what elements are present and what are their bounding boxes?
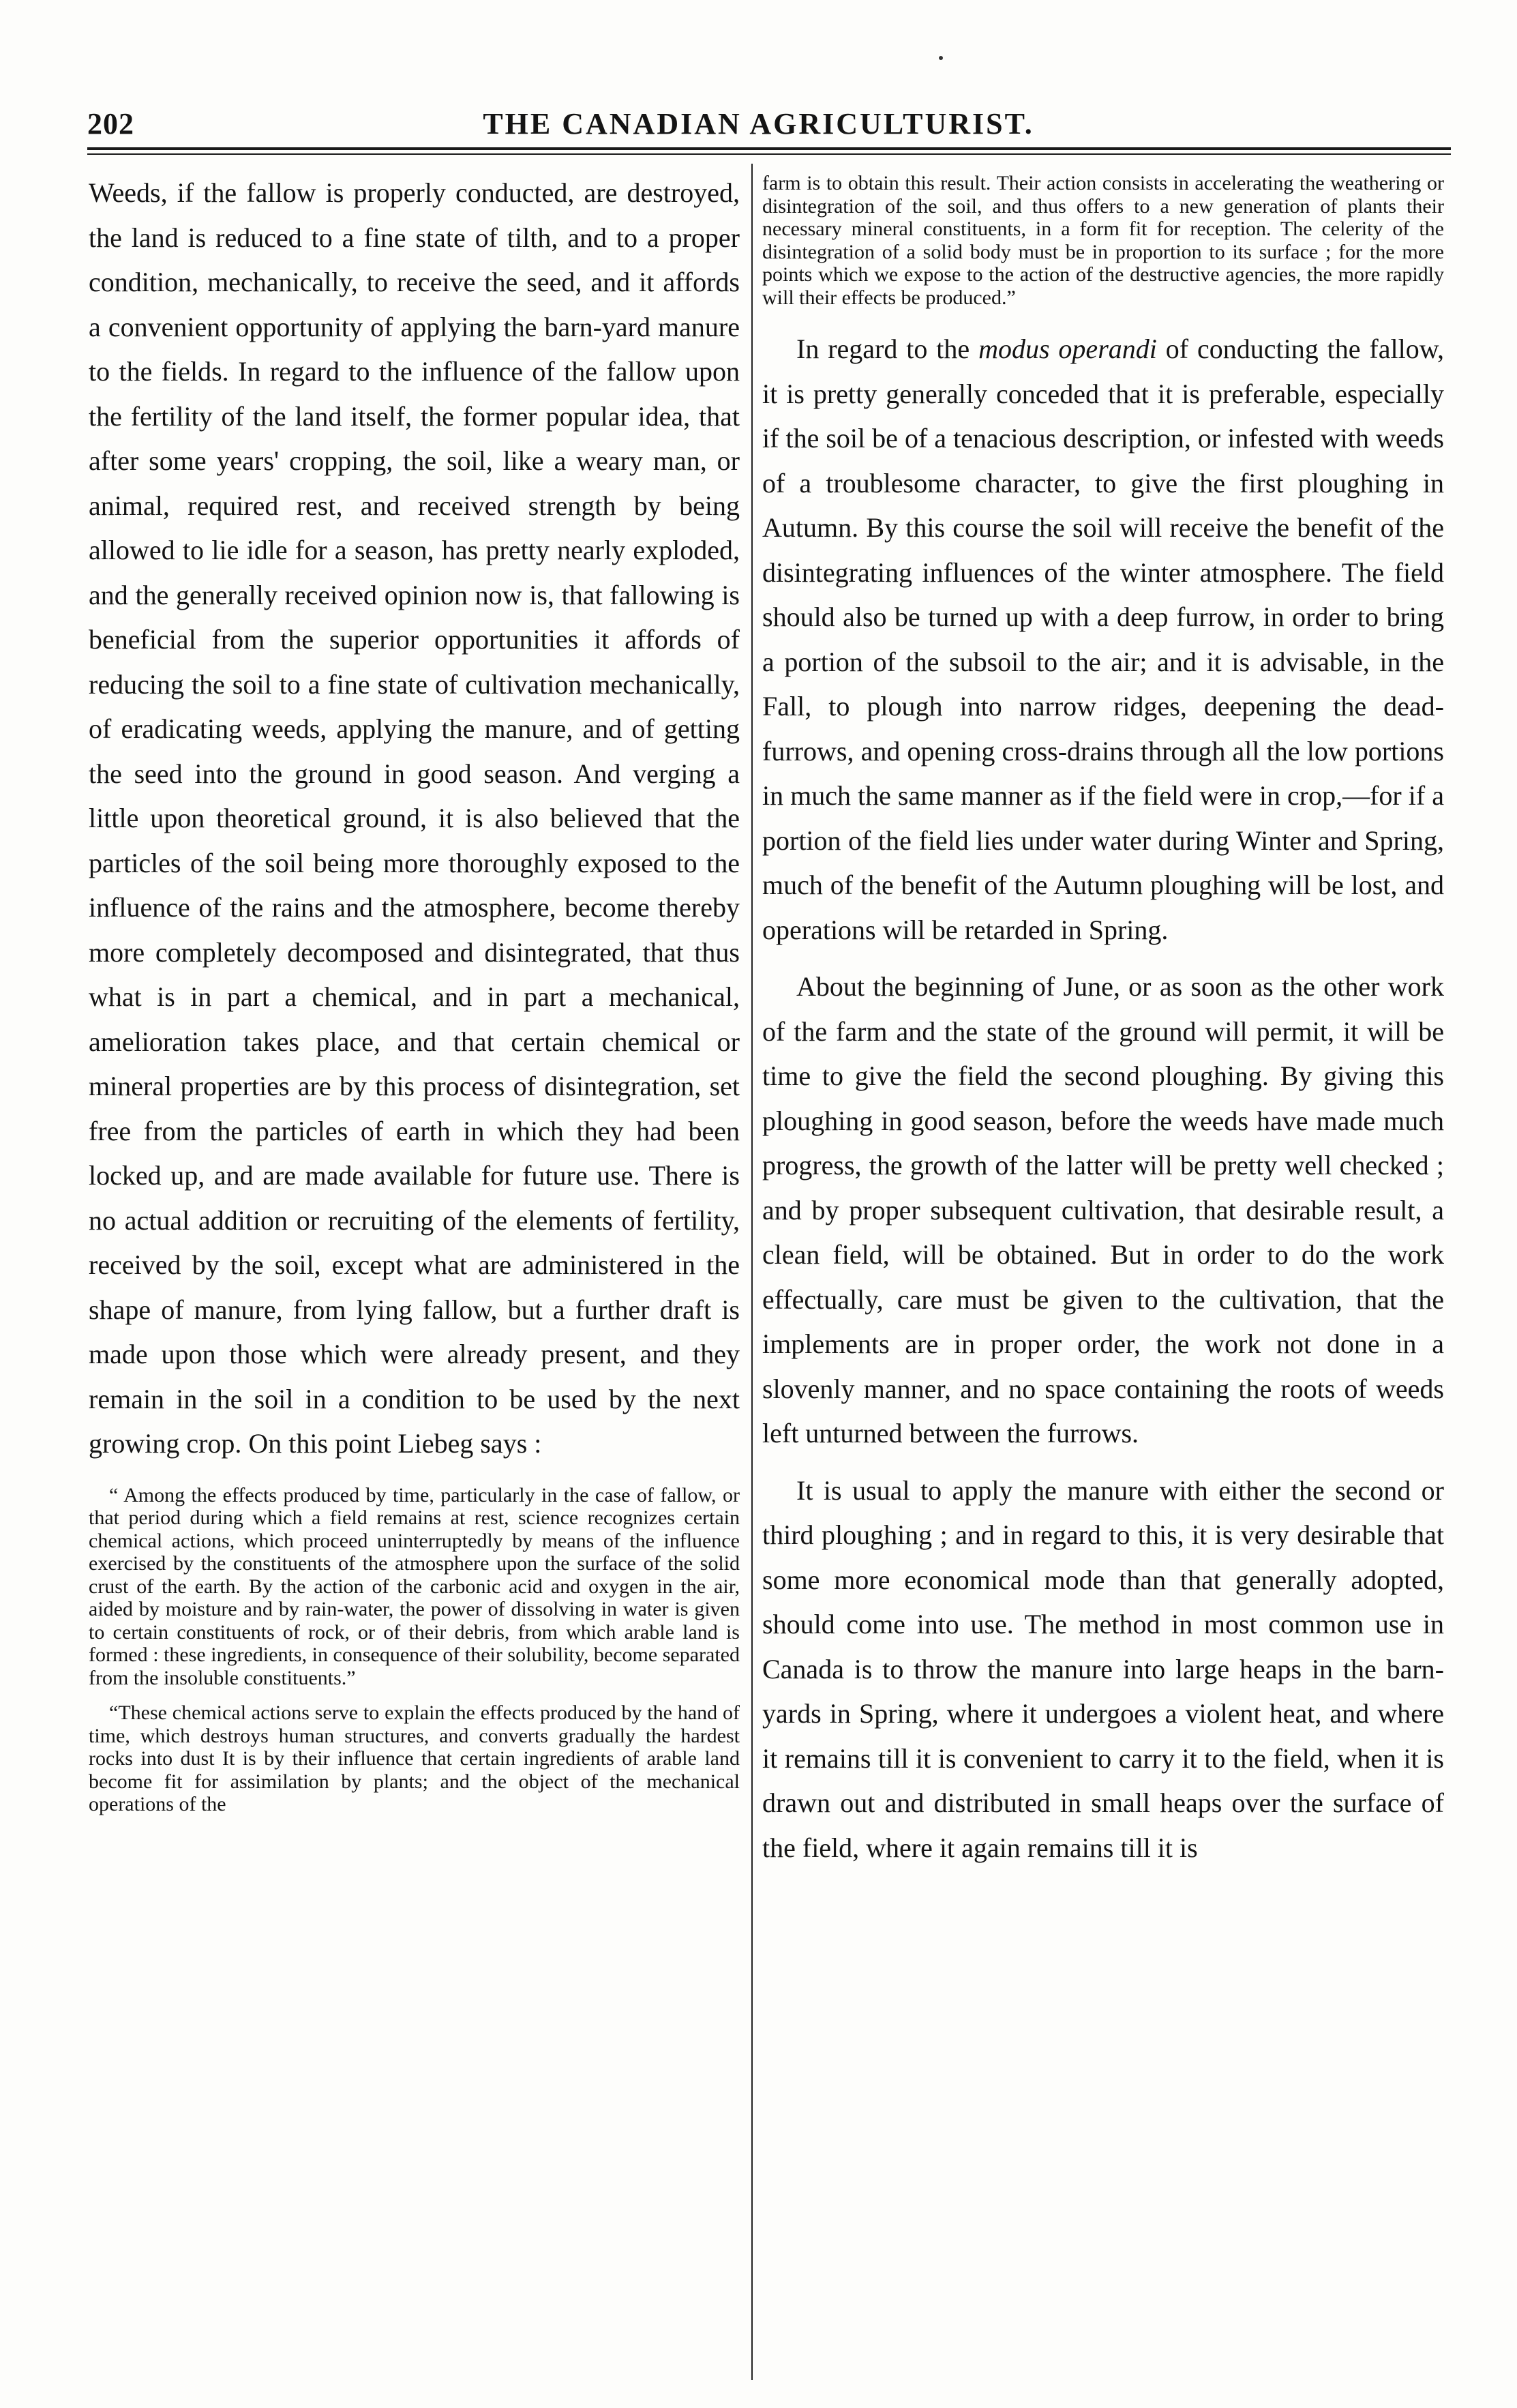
paragraph-modus-operandi — [762, 327, 1444, 952]
quotation-continued: farm is to obtain this result. Their action consists in accelerating the weathering or disintegration of the soil, and thus offers to a new generation of plants their necessary mineral constituents, in a form fit for reception. The celerity of the disintegration of a solid body must be in proportion to its surface ; for the more points which we expose to the action of the destructive agencies, the more rapidly will their effects be produced.” — [762, 172, 1444, 309]
paragraph-second-ploughing: About the beginning of June, or as soon as the other work of the farm and the state of the ground will permit, it will be time to give the field the second ploughing. By giving this ploughing in good season, before the weeds have made much progress, the growth of the latter will be pretty well checked ; and by proper subsequent cultivation, that desirable result, a clean field, will be obtained. But in order to do the work effectually, care must be given to the cultivation, that the implements are in proper order, the work not done in a slovenly manner, and no space containing the roots of weeds left unturned between the furrows. — [762, 971, 1444, 1448]
text-segment: In regard to the — [796, 333, 979, 364]
journal-title: THE CANADIAN AGRICULTURIST. — [483, 107, 1034, 140]
text-segment: On this point Liebeg says : — [248, 1428, 542, 1459]
paragraph-manure: It is usual to apply the manure with either the second or third ploughing ; and in regard to this, it is very desirable that some more economical mode than that generally adopted, should come into use. The method in most common use in Canada is to throw the manure into large heaps in the barn-yards in Spring, where it undergoes a violent heat, and where it remains till it is convenient to carry it to the field, when it is drawn out and distributed in small heaps over the surface of the field, where it again remains till it is — [762, 1474, 1444, 1863]
text-segment: There is no actual addition or recruiting of the elements of fertility, received by the soil, except what are administered in the shape of manure, from lying fallow, but a further draft is made upon those which were already present, and they remain in the soil in a condition to be used by the next growing crop. — [89, 1160, 740, 1459]
page-header — [0, 0, 1517, 153]
paragraph-fallow-benefits — [89, 170, 740, 1466]
italic-term: modus operandi — [978, 333, 1157, 364]
text-segment: And verging a little upon theoretical ground, it is also believed that the particles of the soil being more thoroughly exposed to the influence of the rains and the atmosphere, become thereby more completely decomposed and disintegrated, that thus what is in part a chemical, and in part a mechanical, amelioration takes place, and that certain chemical or mineral properties are by this process of disintegration, set free from the particles of earth in which they had been locked up, and are made available for future use. — [89, 758, 740, 1191]
quotation-liebig-2: “These chemical actions serve to explain the effects produced by the hand of time, which destroys human structures, and converts gradually the hardest rocks into dust It is by their influence that certain ingredients of arable land become fit for assimilation by plants; and the object of the mechanical operations of the — [89, 1701, 740, 1815]
right-column — [762, 170, 1444, 2404]
left-column — [89, 170, 740, 2404]
text-segment: Weeds, if the fallow is properly conducted, are destroyed, the land is reduced to a fine state of tilth, and to a proper condition, mechanically, to receive the seed, and it affords a convenient opportunity of applying the barn-yard manure to the fields. In regard to the influence of the fallow upon the fertility of the land itself, the former popular idea, that after some years' cropping, the soil, like a weary man, or animal, required rest, and received strength by being allowed to lie idle for a season, has pretty nearly exploded, and the generally received opinion now is, that fallowing is beneficial from the superior opportunities it affords of reducing the soil to a fine state of cultivation mechanically, of eradicating weeds, applying the manure, and of getting the seed into the ground in good season. — [89, 177, 740, 789]
text-segment: of conducting the fallow, it is pretty generally conceded that it is preferable, especially if the soil be of a tenacious description, or infested with weeds of a troublesome character, to give the first ploughing in Autumn. By this course the soil will receive the benefit of the disintegrating influences of the winter atmosphere. The field should also be turned up with a deep furrow, in order to bring a portion of the subsoil to the air; and it is advisable, in the Fall, to plough into narrow ridges, deepening the dead-furrows, and opening cross-drains through all the low portions in much the same manner as if the field were in crop,—for if a portion of the field lies under water during Winter and Spring, much of the benefit of the Autumn ploughing will be lost, and operations will be retarded in Spring. — [762, 333, 1444, 945]
header-rule-thick — [87, 147, 1451, 150]
header-rule-thin — [87, 153, 1451, 155]
page-number: 202 — [87, 107, 134, 140]
quotation-liebig-1: “ Among the effects produced by time, particularly in the case of fallow, or that period during which a field remains at rest, science recognizes certain chemical actions, which proceed uninterruptedly by means of the influence exercised by the constituents of the atmosphere upon the surface of the solid crust of the earth. By the action of the carbonic acid and oxygen in the air, aided by moisture and by rain-water, the power of dissolving in water is given to certain constituents of rock, or of their debris, from which arable land is formed : these ingredients, in consequence of their solubility, become separated from the insoluble constituents.” — [89, 1483, 740, 1689]
column-divider — [751, 164, 753, 2380]
